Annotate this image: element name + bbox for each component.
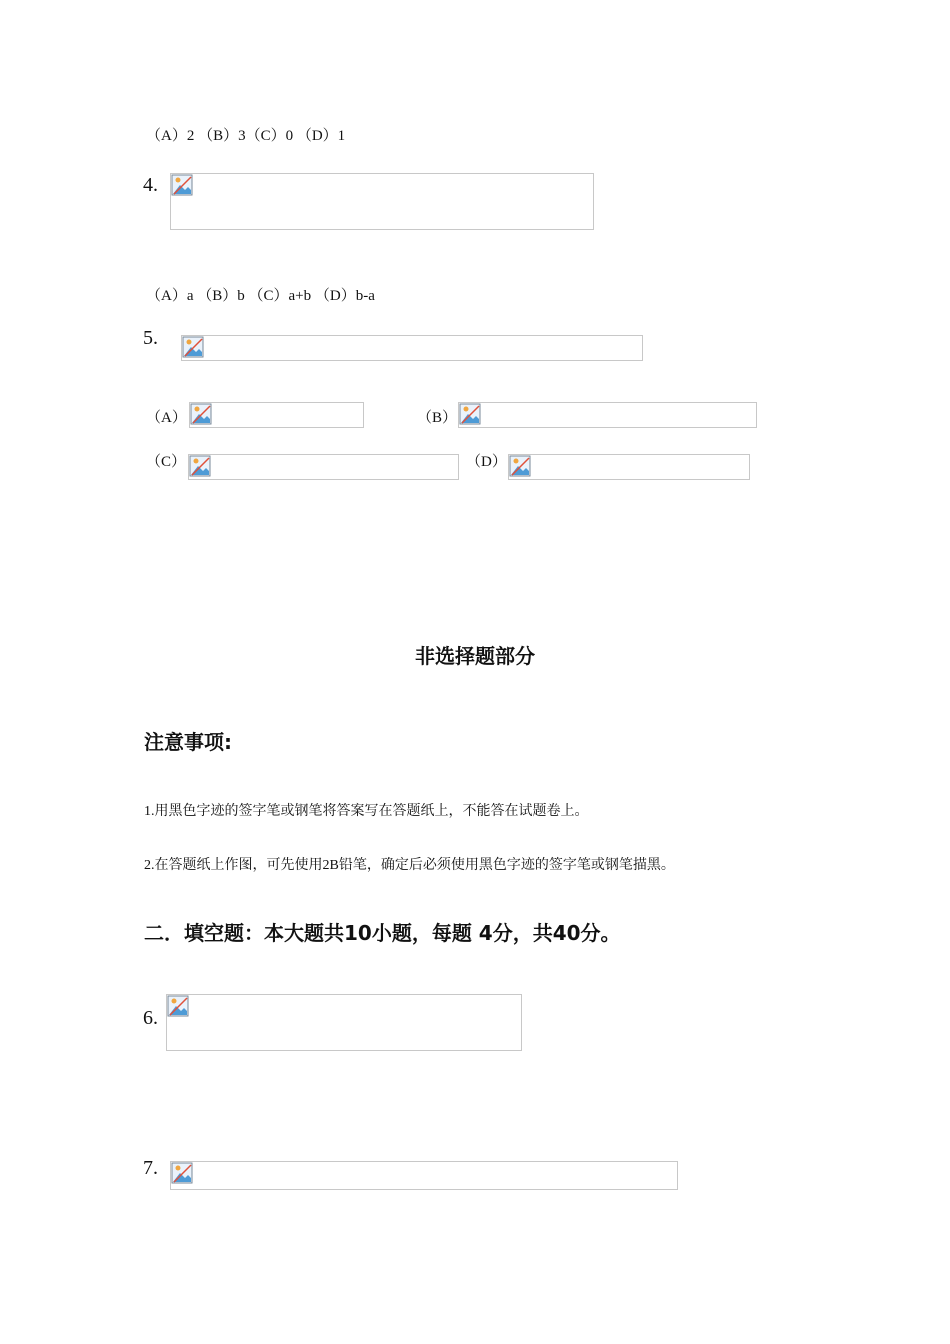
q4-number: 4. [143,174,158,196]
q5-option-a-image [189,402,364,428]
q5-option-c-image [188,454,459,480]
q6-number: 6. [143,1007,158,1029]
broken-image-icon [189,455,211,477]
broken-image-icon [167,995,189,1017]
broken-image-icon [171,174,193,196]
q5-number: 5. [143,327,158,349]
q5-option-c-label: （C） [146,454,187,470]
notice-title: 注意事项: [144,730,232,754]
broken-image-icon [509,455,531,477]
q7-number: 7. [143,1157,158,1179]
q3-options: （A）2 （B）3（C）0 （D）1 [146,128,346,144]
q7-image [170,1161,678,1190]
notice-item-2: 2.在答题纸上作图，可先使用2B铅笔，确定后必须使用黑色字迹的签字笔或钢笔描黑。 [144,858,675,873]
q6-image [166,994,522,1051]
notice-item-1: 1.用黑色字迹的签字笔或钢笔将答案写在答题纸上，不能答在试题卷上。 [144,804,589,819]
q5-option-b-label: （B） [417,410,458,426]
broken-image-icon [171,1162,193,1184]
q5-image [181,335,643,361]
q5-option-d-image [508,454,750,480]
broken-image-icon [459,403,481,425]
part2-title: 二．填空题：本大题共10小题，每题 4分，共40分。 [144,921,621,945]
q4-options: （A）a （B）b （C）a+b （D）b-a [146,288,375,304]
broken-image-icon [182,336,204,358]
q4-image [170,173,594,230]
q5-option-d-label: （D） [466,454,507,470]
q5-option-b-image [458,402,757,428]
section-title: 非选择题部分 [415,644,535,668]
broken-image-icon [190,403,212,425]
q5-option-a-label: （A） [146,410,187,426]
